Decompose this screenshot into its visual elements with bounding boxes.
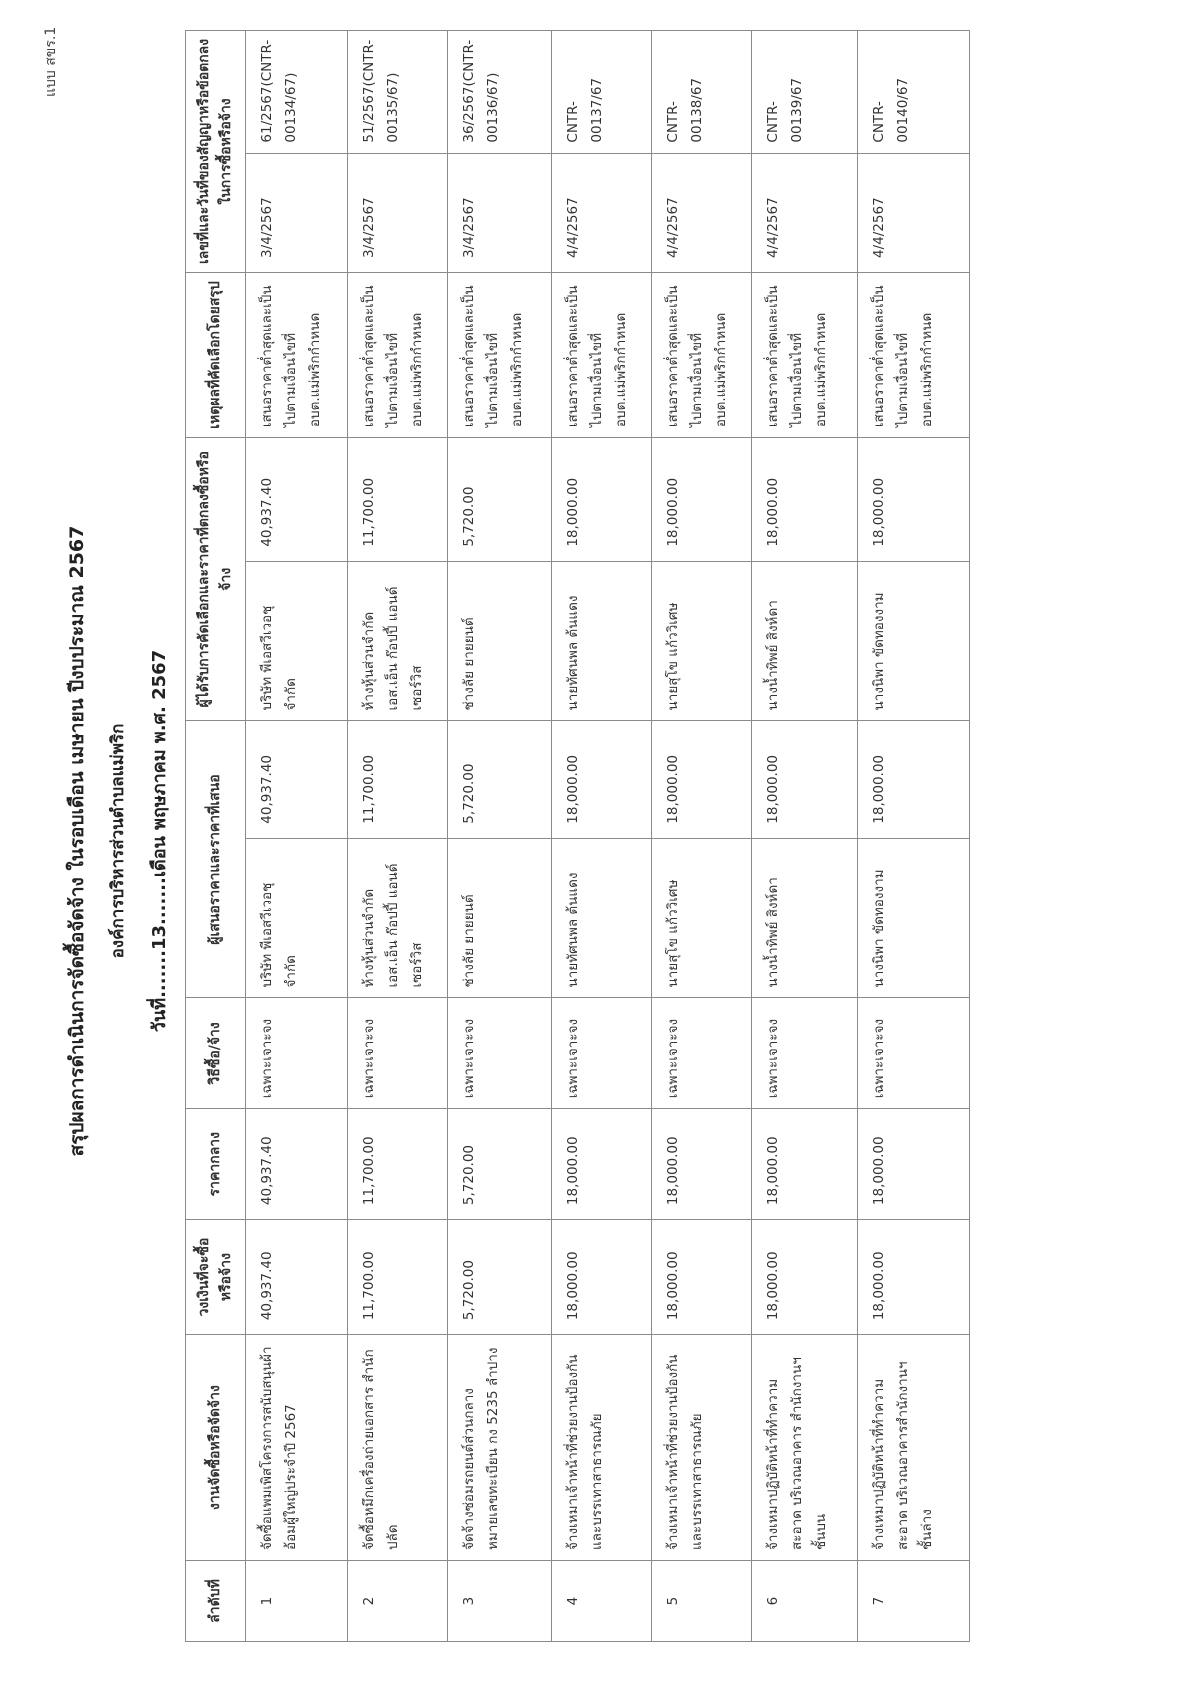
- median-price: 5,720.00: [448, 1109, 552, 1220]
- table-header-row: [186, 31, 246, 1642]
- organization-name: องค์การบริหารส่วนตำบลแม่พริก: [108, 723, 128, 959]
- winning-price: 18,000.00: [552, 438, 652, 562]
- winner-name: ห้างหุ้นส่วนจำกัด เอส.เอ็น ก๊อปปี้ แอนด์ เซอร์วิส: [348, 561, 448, 721]
- row-number: 2: [348, 1561, 448, 1642]
- budget-amount: 5,720.00: [448, 1220, 552, 1335]
- bid-price: 40,937.40: [246, 721, 348, 838]
- contract-date: 4/4/2567: [752, 153, 858, 272]
- selection-reason: เสนอราคาต่ำสุดและเป็นไปตามเงื่อนไขที่ อบต.แม่พริกกำหนด: [552, 272, 652, 437]
- bid-price: 11,700.00: [348, 721, 448, 838]
- contract-number: 61/2567(CNTR-00134/67): [246, 31, 348, 154]
- header-winner: ผู้ได้รับการคัดเลือกและราคาที่ตกลงซื้อหรือจ้าง: [186, 438, 246, 721]
- contract-date: 3/4/2567: [348, 153, 448, 272]
- table-row: [552, 31, 652, 1642]
- bid-price: 18,000.00: [652, 721, 752, 838]
- contract-date: 4/4/2567: [652, 153, 752, 272]
- bid-price: 18,000.00: [858, 721, 970, 838]
- contract-date: 4/4/2567: [552, 153, 652, 272]
- bidder-name: ช่างลัย ยายยนต์: [448, 838, 552, 998]
- budget-amount: 18,000.00: [858, 1220, 970, 1335]
- bidder-name: ห้างหุ้นส่วนจำกัด เอส.เอ็น ก๊อปปี้ แอนด์ เซอร์วิส: [348, 838, 448, 998]
- bidder-name: นางนิพา ขัดทองงาม: [858, 838, 970, 998]
- item-description: จ้างเหมาปฏิบัติหน้าที่ทำความสะอาด บริเวณอาคารสำนักงานฯ ชั้นล่าง: [858, 1335, 970, 1561]
- item-description: จ้างเหมาปฏิบัติหน้าที่ทำความสะอาด บริเวณอาคาร สำนักงานฯ ชั้นบน: [752, 1335, 858, 1561]
- selection-reason: เสนอราคาต่ำสุดและเป็นไปตามเงื่อนไขที่ อบต.แม่พริกกำหนด: [752, 272, 858, 437]
- budget-amount: 40,937.40: [246, 1220, 348, 1335]
- procurement-method: เฉพาะเจาะจง: [752, 998, 858, 1109]
- winning-price: 11,700.00: [348, 438, 448, 562]
- row-number: 6: [752, 1561, 858, 1642]
- procurement-method: เฉพาะเจาะจง: [348, 998, 448, 1109]
- selection-reason: เสนอราคาต่ำสุดและเป็นไปตามเงื่อนไขที่ อบต.แม่พริกกำหนด: [448, 272, 552, 437]
- form-code: แบบ สขร.1: [43, 26, 59, 97]
- contract-date: 4/4/2567: [858, 153, 970, 272]
- report-date: วันที่.......13.......เดือน พฤษภาคม พ.ศ. 2567: [149, 649, 170, 1033]
- procurement-method: เฉพาะเจาะจง: [858, 998, 970, 1109]
- winning-price: 5,720.00: [448, 438, 552, 562]
- contract-number: CNTR-00137/67: [552, 31, 652, 154]
- header-bidders: ผู้เสนอราคาและราคาที่เสนอ: [186, 721, 246, 998]
- item-description: จัดซื้อแพมเพิสโครงการสนับสนุนผ้าอ้อมผู้ใหญ่ประจำปี 2567: [246, 1335, 348, 1561]
- bidder-name: นายสุโข แก้ววิเศษ: [652, 838, 752, 998]
- winning-price: 18,000.00: [652, 438, 752, 562]
- table-row: [246, 31, 348, 1642]
- table-body: [246, 31, 970, 1642]
- item-description: จ้างเหมาเจ้าหน้าที่ช่วยงานป้องกันและบรรเทาสาธารณภัย: [552, 1335, 652, 1561]
- item-description: จ้างเหมาเจ้าหน้าที่ช่วยงานป้องกันและบรรเทาสาธารณภัย: [652, 1335, 752, 1561]
- table-row: [348, 31, 448, 1642]
- contract-number: 51/2567(CNTR-00135/67): [348, 31, 448, 154]
- contract-number: CNTR-00138/67: [652, 31, 752, 154]
- winner-name: นายสุโข แก้ววิเศษ: [652, 561, 752, 721]
- winning-price: 18,000.00: [858, 438, 970, 562]
- procurement-method: เฉพาะเจาะจง: [246, 998, 348, 1109]
- selection-reason: เสนอราคาต่ำสุดและเป็นไปตามเงื่อนไขที่ อบต.แม่พริกกำหนด: [652, 272, 752, 437]
- bidder-name: บริษัท พีเอสวีเวอชุ จำกัด: [246, 838, 348, 998]
- procurement-method: เฉพาะเจาะจง: [552, 998, 652, 1109]
- procurement-method: เฉพาะเจาะจง: [652, 998, 752, 1109]
- procurement-method: เฉพาะเจาะจง: [448, 998, 552, 1109]
- budget-amount: 18,000.00: [652, 1220, 752, 1335]
- item-description: จัดซื้อหมึกเครื่องถ่ายเอกสาร สำนักปลัด: [348, 1335, 448, 1561]
- header-contract: เลขที่และวันที่ของสัญญาหรือข้อตกลงในการซื้อหรือจ้าง: [186, 31, 246, 273]
- winner-name: บริษัท พีเอสวีเวอชุ จำกัด: [246, 561, 348, 721]
- winning-price: 18,000.00: [752, 438, 858, 562]
- row-number: 1: [246, 1561, 348, 1642]
- item-description: จัดจ้างซ่อมรถยนต์ส่วนกลาง หมายเลขทะเบียน กง 5235 ลำปาง: [448, 1335, 552, 1561]
- contract-number: 36/2567(CNTR-00136/67): [448, 31, 552, 154]
- contract-number: CNTR-00139/67: [752, 31, 858, 154]
- median-price: 18,000.00: [652, 1109, 752, 1220]
- contract-date: 3/4/2567: [246, 153, 348, 272]
- header-reason: เหตุผลที่คัดเลือกโดยสรุป: [186, 272, 246, 437]
- header-median: ราคากลาง: [186, 1109, 246, 1220]
- bid-price: 5,720.00: [448, 721, 552, 838]
- bidder-name: นางน้ำทิพย์ สิงห์ดา: [752, 838, 858, 998]
- selection-reason: เสนอราคาต่ำสุดและเป็นไปตามเงื่อนไขที่ อบต.แม่พริกกำหนด: [246, 272, 348, 437]
- budget-amount: 18,000.00: [552, 1220, 652, 1335]
- bidder-name: นายทัศนพล ต้นแดง: [552, 838, 652, 998]
- header-method: วิธีซื้อ/จ้าง: [186, 998, 246, 1109]
- document-title: สรุปผลการดำเนินการจัดซื้อจัดจ้าง ในรอบเดือน เมษายน ปีงบประมาณ 2567: [66, 525, 88, 1157]
- table-row: [448, 31, 552, 1642]
- contract-number: CNTR-00140/67: [858, 31, 970, 154]
- header-no: ลำดับที่: [186, 1561, 246, 1642]
- table-row: [752, 31, 858, 1642]
- winner-name: นางนิพา ขัดทองงาม: [858, 561, 970, 721]
- winner-name: ช่างลัย ยายยนต์: [448, 561, 552, 721]
- median-price: 11,700.00: [348, 1109, 448, 1220]
- row-number: 5: [652, 1561, 752, 1642]
- procurement-table: [185, 30, 970, 1642]
- median-price: 18,000.00: [858, 1109, 970, 1220]
- winning-price: 40,937.40: [246, 438, 348, 562]
- winner-name: นางน้ำทิพย์ สิงห์ดา: [752, 561, 858, 721]
- bid-price: 18,000.00: [752, 721, 858, 838]
- header-item: งานจัดซื้อหรือจัดจ้าง: [186, 1335, 246, 1561]
- median-price: 18,000.00: [552, 1109, 652, 1220]
- median-price: 18,000.00: [752, 1109, 858, 1220]
- selection-reason: เสนอราคาต่ำสุดและเป็นไปตามเงื่อนไขที่ อบต.แม่พริกกำหนด: [858, 272, 970, 437]
- bid-price: 18,000.00: [552, 721, 652, 838]
- winner-name: นายทัศนพล ต้นแดง: [552, 561, 652, 721]
- row-number: 4: [552, 1561, 652, 1642]
- budget-amount: 18,000.00: [752, 1220, 858, 1335]
- contract-date: 3/4/2567: [448, 153, 552, 272]
- row-number: 7: [858, 1561, 970, 1642]
- row-number: 3: [448, 1561, 552, 1642]
- budget-amount: 11,700.00: [348, 1220, 448, 1335]
- table-row: [858, 31, 970, 1642]
- median-price: 40,937.40: [246, 1109, 348, 1220]
- header-budget: วงเงินที่จะซื้อหรือจ้าง: [186, 1220, 246, 1335]
- table-row: [652, 31, 752, 1642]
- selection-reason: เสนอราคาต่ำสุดและเป็นไปตามเงื่อนไขที่ อบต.แม่พริกกำหนด: [348, 272, 448, 437]
